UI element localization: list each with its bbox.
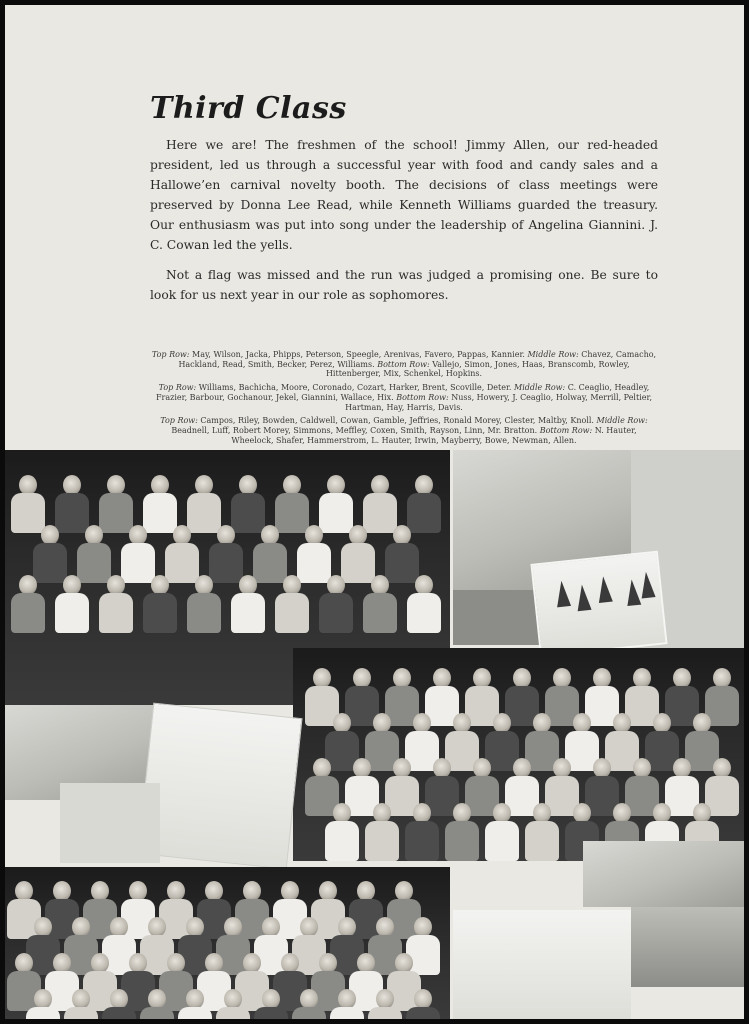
summary-paragraph-1: Here we are! The freshmen of the school! Jimmy Allen, our red-headed president, led us through a successful year with food and candy sales and a Hallowe’en carnival novelty booth. The decisions of class meetings were preserved by Donna Lee Read, while Kenneth Williams guarded the treasury. Our enthusiasm was put into song under the leadership of Angelina Giannini. J. C. Cowan led the yells. bbox=[150, 138, 658, 252]
student-face bbox=[300, 917, 318, 937]
class-group-photo-2 bbox=[293, 648, 744, 861]
student-face bbox=[186, 917, 204, 937]
caption-row-names: Williams, Bachicha, Moore, Coronado, Cozart, Harker, Brent, Scoville, Deter. bbox=[196, 383, 514, 393]
student-figure bbox=[187, 593, 221, 633]
student-figure bbox=[319, 493, 353, 533]
student-figure bbox=[330, 1007, 364, 1019]
student-face bbox=[167, 953, 185, 973]
caption-row-label: Middle Row: bbox=[514, 383, 566, 393]
student-face bbox=[239, 475, 257, 495]
student-face bbox=[224, 917, 242, 937]
student-figure bbox=[525, 821, 559, 861]
student-face bbox=[300, 989, 318, 1009]
caption-row-label: Middle Row: bbox=[527, 350, 579, 359]
yearbook-page bbox=[5, 5, 744, 1019]
student-face bbox=[41, 525, 59, 545]
student-figure bbox=[143, 493, 177, 533]
student-face bbox=[493, 803, 511, 823]
caption-row-label: Top Row: bbox=[160, 416, 198, 426]
student-face bbox=[415, 575, 433, 595]
student-figure bbox=[365, 821, 399, 861]
caption-row-label: Bottom Row: bbox=[396, 392, 449, 402]
caption-group-2 bbox=[150, 383, 658, 412]
student-face bbox=[373, 803, 391, 823]
student-face bbox=[633, 758, 651, 778]
student-figure bbox=[209, 543, 243, 583]
student-figure bbox=[341, 543, 375, 583]
student-figure bbox=[55, 493, 89, 533]
student-figure bbox=[325, 821, 359, 861]
caption-row-names: Campos, Riley, Bowden, Caldwell, Cowan, Gamble, Jeffries, Ronald Morey, Clester, Maltby, Knoll. bbox=[197, 416, 597, 426]
student-figure bbox=[121, 543, 155, 583]
student-face bbox=[357, 881, 375, 901]
student-face bbox=[413, 803, 431, 823]
student-face bbox=[393, 668, 411, 688]
student-face bbox=[573, 803, 591, 823]
student-face bbox=[333, 713, 351, 733]
student-figure bbox=[292, 1007, 326, 1019]
student-face bbox=[15, 953, 33, 973]
student-face bbox=[473, 758, 491, 778]
student-figure bbox=[297, 543, 331, 583]
student-figure bbox=[77, 543, 111, 583]
caption-row-names: C. Ceaglio, Headley, Frazier, Barbour, Gochanour, Jekel, Giannini, Wallace, Hix. bbox=[156, 383, 650, 402]
student-figure bbox=[275, 593, 309, 633]
student-face bbox=[513, 758, 531, 778]
student-face bbox=[63, 575, 81, 595]
student-face bbox=[415, 475, 433, 495]
student-face bbox=[371, 475, 389, 495]
section-title: Third Class bbox=[150, 91, 347, 126]
student-figure bbox=[407, 593, 441, 633]
student-face bbox=[371, 575, 389, 595]
student-face bbox=[493, 713, 511, 733]
student-face bbox=[110, 917, 128, 937]
student-face bbox=[151, 475, 169, 495]
student-figure bbox=[407, 493, 441, 533]
student-face bbox=[217, 525, 235, 545]
student-face bbox=[129, 525, 147, 545]
student-face bbox=[19, 575, 37, 595]
student-figure bbox=[363, 493, 397, 533]
student-face bbox=[553, 758, 571, 778]
students-snapshot bbox=[453, 590, 543, 645]
student-face bbox=[283, 475, 301, 495]
student-face bbox=[91, 881, 109, 901]
pine-tree-icon bbox=[625, 579, 642, 606]
student-figure bbox=[26, 1007, 60, 1019]
student-face bbox=[186, 989, 204, 1009]
student-face bbox=[34, 989, 52, 1009]
student-face bbox=[613, 713, 631, 733]
student-figure bbox=[231, 493, 265, 533]
student-face bbox=[653, 713, 671, 733]
student-figure bbox=[363, 593, 397, 633]
student-face bbox=[129, 881, 147, 901]
student-face bbox=[107, 475, 125, 495]
pine-tree-icon bbox=[575, 584, 592, 611]
student-face bbox=[433, 668, 451, 688]
student-face bbox=[653, 803, 671, 823]
student-figure bbox=[140, 1007, 174, 1019]
student-face bbox=[338, 989, 356, 1009]
student-figure bbox=[253, 543, 287, 583]
student-face bbox=[333, 803, 351, 823]
student-face bbox=[633, 668, 651, 688]
student-face bbox=[393, 758, 411, 778]
student-face bbox=[129, 953, 147, 973]
caption-row-label: Top Row: bbox=[151, 350, 190, 359]
student-face bbox=[281, 881, 299, 901]
student-figure bbox=[55, 593, 89, 633]
class-group-photo-3 bbox=[5, 867, 450, 1019]
student-face bbox=[281, 953, 299, 973]
student-figure bbox=[231, 593, 265, 633]
student-face bbox=[72, 989, 90, 1009]
student-face bbox=[395, 881, 413, 901]
student-figure bbox=[275, 493, 309, 533]
student-face bbox=[173, 525, 191, 545]
student-figure bbox=[319, 593, 353, 633]
skier-snapshot bbox=[60, 783, 160, 863]
pine-tree-icon bbox=[639, 571, 656, 598]
logging-truck-snapshot bbox=[583, 841, 744, 907]
student-face bbox=[593, 758, 611, 778]
skier-fall-snapshot bbox=[137, 703, 302, 870]
student-face bbox=[593, 668, 611, 688]
student-face bbox=[319, 953, 337, 973]
student-face bbox=[713, 758, 731, 778]
student-figure bbox=[187, 493, 221, 533]
student-figure bbox=[406, 1007, 440, 1019]
student-face bbox=[376, 917, 394, 937]
student-face bbox=[414, 989, 432, 1009]
student-face bbox=[433, 758, 451, 778]
student-face bbox=[349, 525, 367, 545]
student-figure bbox=[445, 821, 479, 861]
caption-row-label: Bottom Row: bbox=[539, 425, 593, 435]
student-face bbox=[473, 668, 491, 688]
student-face bbox=[453, 713, 471, 733]
caption-row-names: Vallejo, Simon, Jones, Haas, Branscomb, Rowley, Hittenberger, Mix, Schenkel, Hopkins. bbox=[325, 359, 630, 379]
rocky-field-snapshot bbox=[631, 907, 744, 987]
student-face bbox=[673, 668, 691, 688]
caption-row-names: N. Hauter, Wheelock, Shafer, Hammerstrom, L. Hauter, Irwin, Mayberry, Bowe, Newman, Allen. bbox=[231, 425, 637, 445]
student-face bbox=[148, 989, 166, 1009]
student-face bbox=[533, 713, 551, 733]
student-face bbox=[63, 475, 81, 495]
caption-row-label: Bottom Row: bbox=[377, 359, 430, 369]
pine-tree-icon bbox=[596, 576, 613, 603]
student-face bbox=[195, 475, 213, 495]
summary-paragraph-2: Not a flag was missed and the run was judged a promising one. Be sure to look for us next year in our role as sophomores. bbox=[150, 268, 658, 302]
student-face bbox=[224, 989, 242, 1009]
student-face bbox=[151, 575, 169, 595]
student-figure bbox=[385, 543, 419, 583]
student-figure bbox=[11, 593, 45, 633]
student-face bbox=[243, 881, 261, 901]
student-face bbox=[34, 917, 52, 937]
caption-row-label: Top Row: bbox=[158, 383, 197, 393]
student-face bbox=[205, 953, 223, 973]
pine-tree-icon bbox=[554, 580, 571, 607]
student-figure bbox=[33, 543, 67, 583]
student-face bbox=[261, 525, 279, 545]
student-face bbox=[353, 668, 371, 688]
student-face bbox=[53, 953, 71, 973]
student-figure bbox=[99, 593, 133, 633]
caption-group-3 bbox=[150, 416, 658, 445]
student-face bbox=[373, 713, 391, 733]
student-face bbox=[327, 475, 345, 495]
student-face bbox=[713, 668, 731, 688]
student-face bbox=[305, 525, 323, 545]
student-figure bbox=[254, 1007, 288, 1019]
student-face bbox=[413, 713, 431, 733]
student-figure bbox=[99, 493, 133, 533]
student-face bbox=[85, 525, 103, 545]
student-face bbox=[453, 803, 471, 823]
student-face bbox=[313, 668, 331, 688]
student-face bbox=[376, 989, 394, 1009]
student-figure bbox=[11, 493, 45, 533]
student-face bbox=[91, 953, 109, 973]
student-face bbox=[513, 668, 531, 688]
student-figure bbox=[405, 821, 439, 861]
student-face bbox=[243, 953, 261, 973]
student-face bbox=[693, 803, 711, 823]
student-face bbox=[414, 917, 432, 937]
caption-row-names: May, Wilson, Jacka, Phipps, Peterson, Speegle, Arenivas, Favero, Pappas, Kannier. bbox=[189, 350, 528, 359]
student-figure bbox=[485, 821, 519, 861]
caption-row-label: Middle Row: bbox=[596, 416, 648, 426]
student-face bbox=[239, 575, 257, 595]
student-face bbox=[148, 917, 166, 937]
student-figure bbox=[216, 1007, 250, 1019]
student-face bbox=[15, 881, 33, 901]
student-face bbox=[107, 575, 125, 595]
student-face bbox=[573, 713, 591, 733]
student-face bbox=[205, 881, 223, 901]
student-face bbox=[353, 758, 371, 778]
student-face bbox=[357, 953, 375, 973]
caption-row-names: Nuss, Howery, J. Ceaglio, Holway, Merrill, Peltier, Hartman, Hay, Harris, Davis. bbox=[345, 392, 652, 412]
student-face bbox=[313, 758, 331, 778]
student-face bbox=[110, 989, 128, 1009]
student-face bbox=[72, 917, 90, 937]
student-face bbox=[53, 881, 71, 901]
caption-row-names: Beadnell, Luff, Robert Morey, Simmons, Meffley, Coxen, Smith, Rayson, Linn, Mr. Bratton. bbox=[171, 425, 540, 435]
student-figure bbox=[165, 543, 199, 583]
student-figure bbox=[102, 1007, 136, 1019]
caption-group-1 bbox=[150, 350, 658, 379]
student-figure bbox=[368, 1007, 402, 1019]
student-face bbox=[262, 989, 280, 1009]
class-summary bbox=[150, 135, 658, 315]
student-face bbox=[283, 575, 301, 595]
snowy-road-snapshot bbox=[530, 551, 667, 658]
student-face bbox=[327, 575, 345, 595]
student-face bbox=[693, 713, 711, 733]
student-figure bbox=[143, 593, 177, 633]
student-face bbox=[393, 525, 411, 545]
student-face bbox=[673, 758, 691, 778]
student-face bbox=[553, 668, 571, 688]
student-face bbox=[319, 881, 337, 901]
cabin-bus-snapshot bbox=[453, 910, 631, 1019]
photo-captions bbox=[150, 350, 658, 449]
student-face bbox=[167, 881, 185, 901]
student-face bbox=[613, 803, 631, 823]
student-figure bbox=[178, 1007, 212, 1019]
student-face bbox=[395, 953, 413, 973]
caption-row-names: Chavez, Camacho, Hackland, Read, Smith, Becker, Perez, Williams. bbox=[178, 350, 657, 369]
student-face bbox=[195, 575, 213, 595]
student-face bbox=[533, 803, 551, 823]
student-face bbox=[338, 917, 356, 937]
student-figure bbox=[64, 1007, 98, 1019]
student-face bbox=[262, 917, 280, 937]
student-face bbox=[19, 475, 37, 495]
